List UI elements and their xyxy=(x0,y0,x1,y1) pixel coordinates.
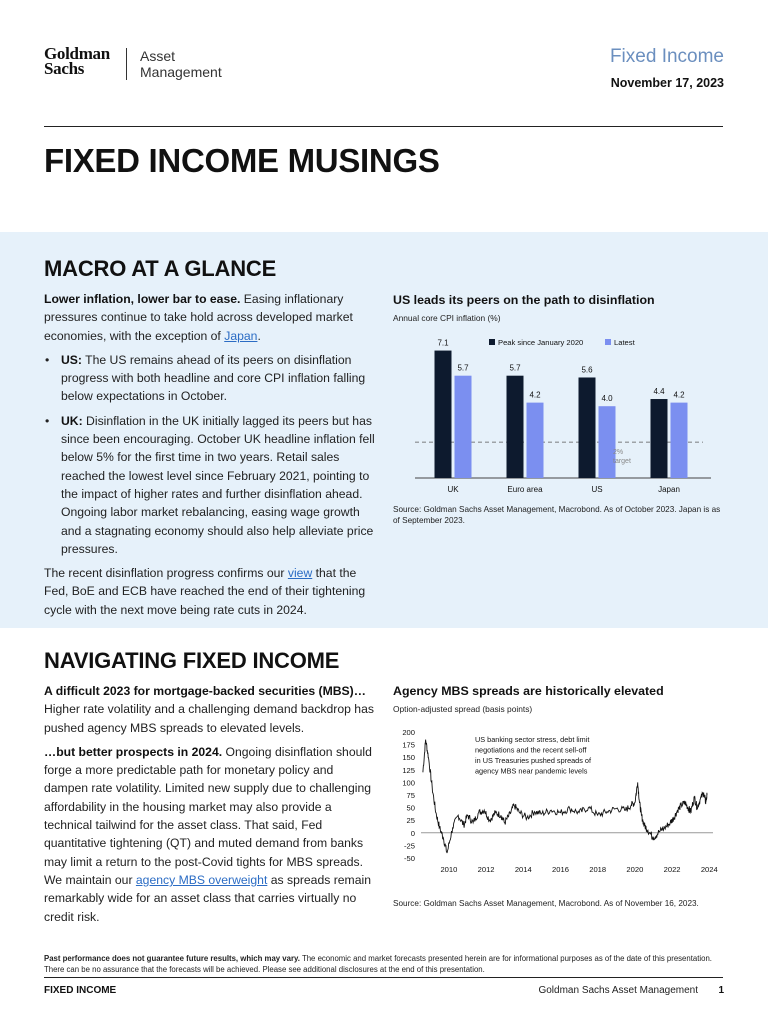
y-tick-label: 175 xyxy=(402,740,415,750)
page-number: 1 xyxy=(718,985,724,996)
fixed-income-body xyxy=(44,682,376,932)
bar-euro-area-peak xyxy=(507,376,524,478)
header-right xyxy=(610,46,724,90)
view-link[interactable]: view xyxy=(287,566,313,581)
y-tick-label: 125 xyxy=(402,765,415,775)
cpi-bar-chart xyxy=(393,330,733,500)
x-tick-label: Japan xyxy=(658,485,680,494)
footer-company: Goldman Sachs Asset Management xyxy=(538,985,698,996)
target-label-line-2: target xyxy=(613,458,631,466)
mbs-line-chart xyxy=(393,722,733,882)
data-label: 5.7 xyxy=(457,363,469,373)
macro-closing xyxy=(44,564,376,619)
footer-section-label: FIXED INCOME xyxy=(44,985,117,996)
data-label: 5.6 xyxy=(581,365,593,375)
chart-annotation-line: negotiations and the recent sell-off xyxy=(475,745,587,755)
logo-asset-management xyxy=(140,48,222,80)
x-tick-label: 2024 xyxy=(700,865,718,874)
logo-am-line-2: Management xyxy=(140,64,222,80)
fixed-income-heading: NAVIGATING FIXED INCOME xyxy=(44,648,340,673)
data-label: 4.4 xyxy=(653,387,665,397)
data-label: 4.0 xyxy=(601,394,613,404)
fi-p2-bold: …but better prospects in 2024. xyxy=(44,744,223,759)
cpi-chart-source: Source: Goldman Sachs Asset Management, Macrobond. As of October 2023. Japan is as of September 2023. xyxy=(393,505,721,525)
y-tick-label: -25 xyxy=(404,841,415,851)
fi-paragraph-1 xyxy=(44,682,376,737)
disclaimer xyxy=(44,954,724,976)
x-tick-label: 2020 xyxy=(626,865,644,874)
fi-p2-text-2: as spreads remain remarkably wide for an asset class that carries virtually no credit risk. xyxy=(44,872,371,924)
legend-label: Peak since January 2020 xyxy=(498,338,584,347)
bullet-uk-text: Disinflation in the UK initially lagged its peers but has since been encouraging. October UK headline inflation fell below 5% for the first time in two years. Retail sales reached the lowest level since February 2021, pointing to the impact of higher rates and further disinflation ahead. Ongoing labor market rebalancing, easing wage growth and a stagnating economy should also help alleviate price pressures. xyxy=(61,413,375,556)
y-tick-label: 100 xyxy=(402,778,415,788)
macro-heading: MACRO AT A GLANCE xyxy=(44,256,277,281)
header-rule xyxy=(44,126,723,127)
x-tick-label: 2010 xyxy=(440,865,458,874)
legend-swatch xyxy=(605,339,611,345)
data-label: 7.1 xyxy=(437,338,449,348)
fi-p2-text-1: Ongoing disinflation should forge a more predictable path for monetary policy and dampen rate volatility. Limited new supply due to challenging affordability in the housing market may also provide a technical tailwind for the asset class. That said, Fed quantitative tightening (QT) and muted demand from banks may limit a return to the post-Covid tights for MBS spreads. We maintain our xyxy=(44,744,372,887)
mbs-chart-source: Source: Goldman Sachs Asset Management, Macrobond. As of November 16, 2023. xyxy=(393,899,699,908)
agency-mbs-overweight-link[interactable]: agency MBS overweight xyxy=(135,872,268,887)
data-label: 5.7 xyxy=(509,363,521,373)
y-tick-label: 75 xyxy=(406,791,415,800)
x-tick-label: 2022 xyxy=(663,865,681,874)
macro-closing-text-1: The recent disinflation progress confirms our xyxy=(44,566,288,581)
bar-japan-latest xyxy=(671,403,688,478)
bullet-us-text: The US remains ahead of its peers on disinflation progress with both headline and core CPI inflation falling below expectations in October. xyxy=(61,352,366,404)
cpi-chart-title: US leads its peers on the path to disinflation xyxy=(393,293,655,307)
x-tick-label: 2016 xyxy=(552,865,569,874)
legend-swatch xyxy=(489,339,495,345)
chart-annotation-line: agency MBS near pandemic levels xyxy=(475,766,588,776)
logo-divider xyxy=(126,48,127,80)
x-tick-label: 2012 xyxy=(477,865,495,874)
macro-closing-text-2: that the Fed, BoE and ECB have reached the end of their tightening cycle with the next move being rate cuts in 2024. xyxy=(44,566,366,617)
x-tick-label: 2018 xyxy=(589,865,607,874)
target-label-line-1: 2% xyxy=(613,449,624,457)
macro-bullets xyxy=(44,351,376,558)
bar-us-peak xyxy=(579,377,596,478)
macro-body xyxy=(44,290,376,625)
macro-intro-bold: Lower inflation, lower bar to ease. xyxy=(44,292,241,306)
page-title: FIXED INCOME MUSINGS xyxy=(44,142,440,179)
macro-intro-end: . xyxy=(257,328,261,343)
data-label: 4.2 xyxy=(673,390,685,400)
y-tick-label: 25 xyxy=(406,816,415,826)
bullet-us-label: US: xyxy=(61,352,82,367)
disclaimer-text: The economic and market forecasts presented herein are for informational purposes as of the date of this presentation. There can be no assurance that the forecasts will be achieved. Please see additional disclosures at the end of this presentation. xyxy=(44,954,712,974)
logo-am-line-1: Asset xyxy=(140,48,176,64)
japan-link[interactable]: Japan xyxy=(224,328,258,343)
bullet-us xyxy=(44,351,376,406)
y-tick-label: 0 xyxy=(410,828,415,838)
fi-p1-text: Higher rate volatility and a challenging demand backdrop has pushed agency MBS spreads to elevated levels. xyxy=(44,702,374,735)
section-label: Fixed Income xyxy=(609,46,724,67)
bar-uk-peak xyxy=(435,351,452,478)
legend-label: Latest xyxy=(614,338,635,347)
y-tick-label: 200 xyxy=(402,728,415,737)
footer-rule xyxy=(44,977,723,978)
chart-annotation-line: in US Treasuries pushed spreads of xyxy=(475,756,592,765)
bar-us-latest xyxy=(599,406,616,478)
mbs-chart-subtitle: Option-adjusted spread (basis points) xyxy=(393,704,533,714)
cpi-chart-subtitle: Annual core CPI inflation (%) xyxy=(393,313,501,323)
macro-intro xyxy=(44,290,376,345)
logo-line-1: Goldman xyxy=(44,44,110,63)
y-tick-label: 50 xyxy=(406,803,415,813)
logo-line-2: Sachs xyxy=(44,59,85,78)
goldman-sachs-logo xyxy=(44,44,222,80)
bar-uk-latest xyxy=(455,376,472,478)
disclaimer-bold: Past performance does not guarantee future results, which may vary. xyxy=(44,954,300,963)
publish-date: November 17, 2023 xyxy=(610,76,724,90)
bar-japan-peak xyxy=(651,399,668,478)
bullet-uk-label: UK: xyxy=(61,413,83,428)
y-tick-label: 150 xyxy=(402,753,415,763)
x-tick-label: US xyxy=(591,485,603,494)
bullet-uk xyxy=(44,412,376,558)
chart-annotation-line: US banking sector stress, debt limit xyxy=(475,735,590,744)
bar-euro-area-latest xyxy=(527,403,544,478)
macro-intro-text: Easing inflationary pressures continue to take hold across developed market economies, with the exception of xyxy=(44,292,353,343)
x-tick-label: 2014 xyxy=(514,865,532,874)
y-tick-label: -50 xyxy=(404,854,415,863)
x-tick-label: UK xyxy=(447,485,459,494)
x-tick-label: Euro area xyxy=(507,485,543,494)
fi-p1-bold: A difficult 2023 for mortgage-backed securities (MBS)… xyxy=(44,684,366,698)
mbs-chart-title: Agency MBS spreads are historically elevated xyxy=(393,684,664,698)
logo-wordmark xyxy=(44,46,110,76)
data-label: 4.2 xyxy=(529,390,541,400)
fi-paragraph-2 xyxy=(44,743,376,926)
